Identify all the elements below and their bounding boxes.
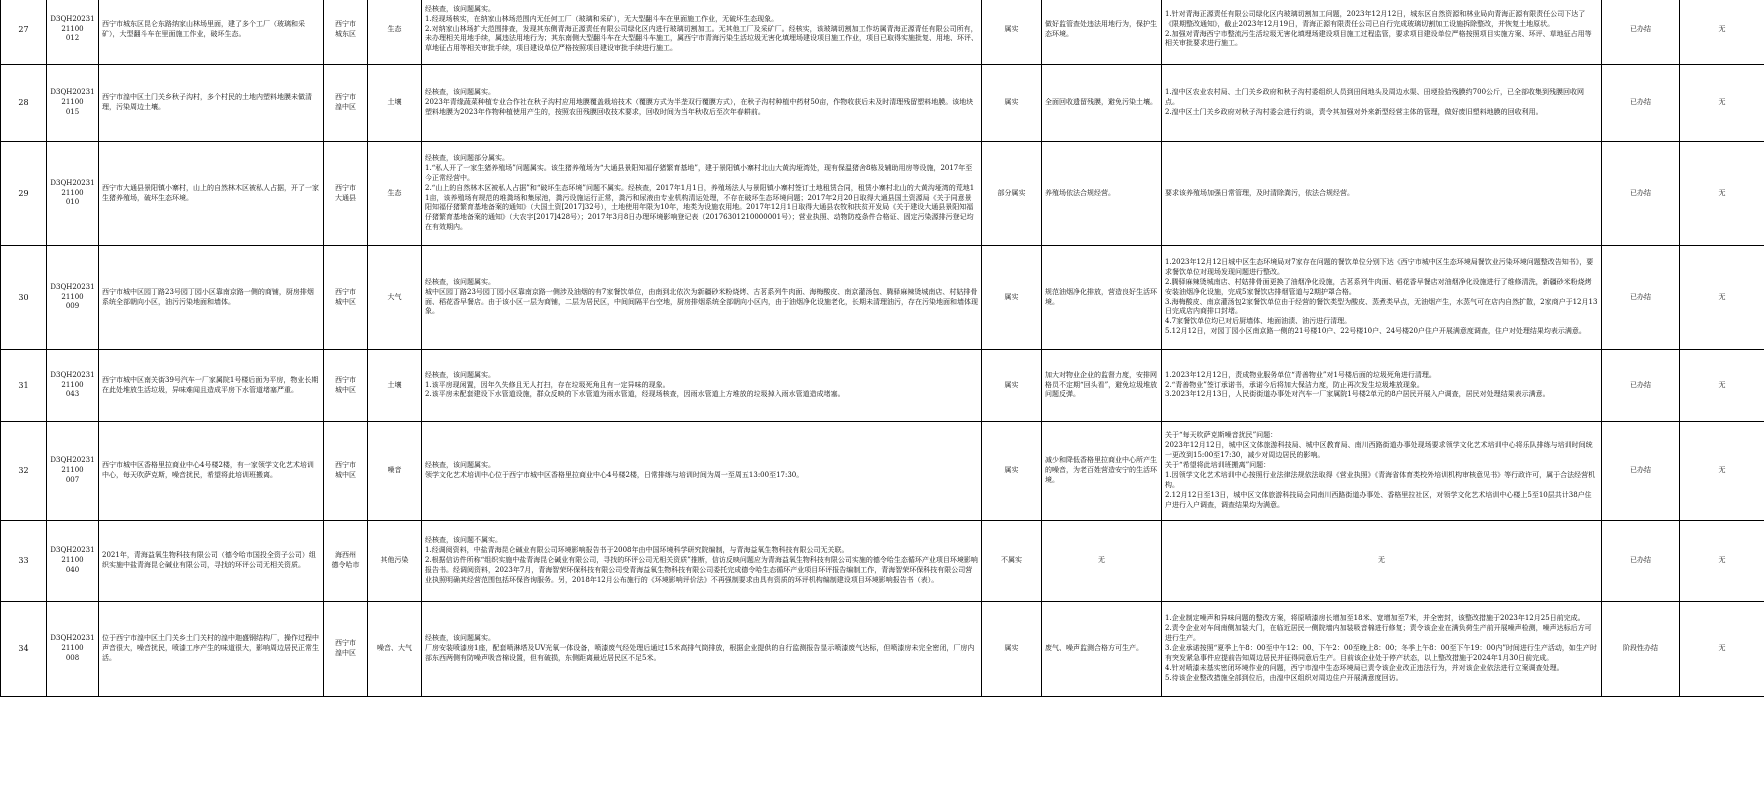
cell-verdict-line: 属实 (1004, 380, 1019, 389)
table-row (1, 602, 1764, 697)
cell-complaint-description-line: 西宁市城中区南关街39号汽车一厂家属院1号楼后面为平房，物业长期在此处堆放生活垃圾，异味难闻且造成平房下水管道堵塞严重。 (102, 375, 319, 394)
cell-accountability-line: 无 (1718, 292, 1726, 301)
cell-rectification-measures-line: 2.加强对青海西宁市整流污生活垃圾无害化填埋场建设项目施工过程监管，要求项目建设单位严格按照项目实施方案、环评、草地征占用等相关审批要求进行施工。 (1165, 29, 1592, 48)
cell-investigation-finding-line: 经核查，该问题不属实。 (425, 536, 502, 545)
cell-rectification-measures (1162, 602, 1602, 697)
cell-rectification-measures-line: 1.2023年12月12日，责成物业服务单位“青善物业”对1号楼后面的垃圾死角进行清理。 (1165, 370, 1436, 379)
cell-district-line: 城中区 (335, 385, 356, 394)
cell-serial-number-line: 29 (18, 188, 29, 198)
cell-investigation-finding-line: 经核查，该问题属实。 (425, 277, 495, 286)
cell-verdict (982, 0, 1042, 65)
cell-rectification-measures-line: 1.针对青海正源责任有限公司绿化区内玻璃切割加工问题，2023年12月12日，城东区自然资源和林业局向青海正源有限责任公司下达了《限期整改通知》，截止2023年12月19日，青海正源有限责任公司已自行完成玻璃切割加工设施拆除整改，并恢复土地原状。 (1165, 9, 1586, 28)
cell-pollution-type-line: 其他污染 (380, 556, 409, 565)
cell-investigation-finding-line: 经核查，该问题属实。 (425, 634, 495, 643)
cell-serial-number-line: 34 (18, 644, 29, 654)
cell-verdict (982, 350, 1042, 422)
cell-rectification-measures (1162, 246, 1602, 350)
cell-case-code-line: 009 (65, 302, 80, 311)
cell-pollution-type-line: 土壤 (387, 98, 402, 107)
cell-rectification-measures-line: 2.12月12日至13日，城中区文体旅游科技局会同南川西路街道办事处、香格里拉社区，对领学文化艺术培训中心楼上5至10层共计38户住户进行入户调查，调查结果均为满意。 (1165, 490, 1592, 509)
cell-district (324, 0, 368, 65)
cell-investigation-finding (422, 0, 982, 65)
cell-complaint-description-line: 西宁市湟中区土门关乡秋子沟村，多个村民的土地内塑料地膜未做清理，污染周边土壤。 (102, 93, 312, 111)
cell-investigation-finding-line: 2.该平房未配套建设下水管道设施，群众反映的下水管道为雨水管道，经现场核查，因雨水管道上方堆放的垃圾掉入雨水管道造成堵塞。 (425, 390, 845, 399)
cell-accountability-line: 无 (1718, 556, 1726, 565)
cell-verdict (982, 65, 1042, 142)
cell-rectification-goal-line: 做好监管查处违法用地行为，保护生态环境。 (1045, 19, 1157, 38)
cell-district-line: 大通县 (335, 193, 356, 202)
cell-complaint-description (99, 422, 324, 521)
cell-rectification-measures-line: 5.12月12日，对园丁园小区南京路一侧的21号楼10户、22号楼10户、24号楼20户住户开展满意度调查，住户对处理结果均表示满意。 (1165, 327, 1586, 336)
cell-rectification-goal-line: 减少和降低香格里拉商业中心所产生的噪音，为老百姓营造安宁的生活环境。 (1045, 456, 1157, 484)
cell-case-code (47, 521, 99, 602)
cell-status (1602, 521, 1680, 602)
cell-status (1602, 65, 1680, 142)
cell-verdict (982, 521, 1042, 602)
cell-verdict-line: 不属实 (1001, 556, 1022, 565)
cell-rectification-measures-line: 5.待该企业整改措施全部到位后，由湟中区组织对周边住户开展满意度回访。 (1165, 673, 1403, 682)
cell-rectification-measures-line: 无 (1378, 556, 1385, 565)
cell-status-line: 已办结 (1630, 380, 1651, 389)
cell-complaint-description (99, 521, 324, 602)
cell-investigation-finding-line: 厂房安装喷漆房1座，配套喷淋塔及UV光氧一体设备，喷漆废气经处理后通过15米高排气筒排放，根据企业提供的自行监测报告显示喷漆废气达标，但喷漆房未完全密闭，厂房内部东西两侧有防噪声吸音棉设置，但有破损，东侧距离最近居民区不足5米。 (425, 644, 975, 662)
table-row (1, 0, 1764, 65)
cell-case-code-line: D3QH2023121100 (50, 546, 95, 565)
cell-accountability-line: 无 (1718, 644, 1726, 653)
cell-rectification-measures-line: 关于“每天吹萨克斯噪音扰民”问题： (1165, 431, 1278, 440)
cell-accountability-line: 无 (1718, 380, 1726, 389)
cell-verdict-line: 部分属实 (997, 188, 1026, 197)
cell-rectification-goal (1042, 246, 1162, 350)
cell-investigation-finding-line: 领学文化艺术培训中心位于西宁市城中区香格里拉商业中心4号楼2楼，日常排练与培训时间为周一至周五13:00至17:30。 (425, 471, 804, 479)
cell-rectification-measures-line: 2023年12月12日，城中区文体旅游科技局、城中区教育局、南川西路街道办事处现场要求领学文化艺术培训中心将乐队排练与培训时间统一更改到15:00至17:30，减少对周边居民的影响。 (1165, 441, 1593, 460)
cell-verdict-line: 属实 (1004, 24, 1019, 33)
cell-investigation-finding (422, 142, 982, 246)
cell-case-code-line: 040 (65, 565, 80, 574)
cell-case-code-line: D3QH2023121100 (50, 282, 95, 301)
cell-rectification-goal (1042, 65, 1162, 142)
cell-status (1602, 246, 1680, 350)
cell-case-code-line: D3QH2023121100 (50, 14, 95, 33)
cell-accountability (1680, 602, 1764, 697)
cell-serial-number (1, 422, 47, 521)
cell-status (1602, 602, 1680, 697)
cell-serial-number (1, 521, 47, 602)
cell-rectification-measures (1162, 142, 1602, 246)
cell-investigation-finding (422, 350, 982, 422)
cell-serial-number-line: 31 (18, 380, 29, 390)
cell-rectification-goal (1042, 142, 1162, 246)
cell-district-line: 西宁市 (335, 639, 356, 648)
cell-pollution-type (368, 65, 422, 142)
cell-pollution-type-line: 噪音 (387, 466, 402, 475)
cell-investigation-finding (422, 65, 982, 142)
cell-pollution-type (368, 350, 422, 422)
cell-rectification-measures-line: 1.2023年12月12日城中区生态环境局对7家存在问题的餐饮单位分别下达《西宁市城中区生态环境局餐饮业污染环境问题整改告知书》，要求餐饮单位对现场发现问题进行整改。 (1165, 257, 1594, 276)
cell-investigation-finding-line: 经核查，该问题属实。 (425, 370, 495, 379)
cell-accountability-line: 无 (1718, 24, 1726, 33)
cell-serial-number-line: 33 (18, 556, 29, 566)
cell-pollution-type (368, 521, 422, 602)
cell-status-line: 已办结 (1630, 292, 1651, 301)
cell-accountability (1680, 142, 1764, 246)
cell-pollution-type (368, 0, 422, 65)
cell-district-line: 湟中区 (335, 649, 356, 657)
cell-pollution-type-line: 大气 (387, 292, 402, 301)
cell-complaint-description (99, 65, 324, 142)
cell-case-code-line: 007 (65, 475, 80, 484)
cell-complaint-description (99, 350, 324, 422)
cell-accountability-line: 无 (1718, 98, 1726, 107)
cell-verdict (982, 422, 1042, 521)
cell-status-line: 已办结 (1630, 466, 1651, 475)
table-row (1, 521, 1764, 602)
cell-verdict (982, 246, 1042, 350)
cell-rectification-measures-line: 关于“希望将此培训班搬离”问题： (1165, 461, 1271, 470)
cell-pollution-type-line: 生态 (387, 24, 402, 33)
cell-complaint-description-line: 西宁市城中区香格里拉商业中心4号楼2楼，有一家领学文化艺术培训中心，每天吹萨克斯，噪音扰民，希望将此培训班搬离。 (102, 461, 314, 479)
cell-pollution-type (368, 246, 422, 350)
cell-investigation-finding-line: 2.“山上的自然林木区被私人占据”和“破坏生态环境”问题不属实。经核查，2017年1月1日，养殖场法人与景阳镇小寨村签订土地租赁合同，租赁小寨村北山的大黄沟垭湾的荒地11亩，该养殖场有规范的堆粪场和集尿池，粪污设施运行正常，粪污和尿液由专业机构清运处理，不存在破坏生态环境问题；2017年2月20日取得大通县国土资源局《关于同意景阳知福仔猪繁育基地备案的通知》（大国土资[2017]32号），土地使用年限为10年，地类为设施农用地。2017年12月1日取得大通县农牧和扶贫开发局《关于建设大通县景阳知福仔猪繁育基地备案的通知》（大农字[2017]428号）；2017年3月8日办理环境影响登记表（20176301210000001号）；营业执照、动物防疫条件合格证、固定污染源排污登记均在有效期内。 (425, 183, 975, 232)
cell-rectification-goal-line: 全面回收遗留残膜，避免污染土壤。 (1045, 98, 1157, 107)
cell-district-line: 德令哈市 (331, 561, 360, 569)
cell-complaint-description (99, 142, 324, 246)
cell-investigation-finding-line: 经核查，该问题属实。 (425, 88, 495, 97)
cell-district-line: 城中区 (335, 297, 356, 306)
cell-rectification-measures-line: 3.海梅酸皮、南京灌汤包2家餐饮单位由于经营的餐饮类型为酸皮、蒸煮类早点，无油烟产生，水蒸气可在店内自然扩散，2家商户于12月13日完成店内商排口封堵。 (1165, 297, 1598, 316)
cell-rectification-measures-line: 2.责令企业对车间南侧加装大门，在临近居民一侧院墙内加装吸音棉进行修复；责令该企业在满负荷生产前开展噪声检测，噪声达标后方可进行生产。 (1165, 624, 1592, 643)
cell-accountability (1680, 422, 1764, 521)
cell-serial-number-line: 27 (18, 24, 29, 34)
cell-investigation-finding (422, 602, 982, 697)
cell-case-code (47, 142, 99, 246)
cell-investigation-finding (422, 422, 982, 521)
cell-accountability-line: 无 (1718, 466, 1726, 475)
cell-rectification-measures-line: 1.湟中区农业农村局、土门关乡政府和秋子沟村委组织人员到田间地头及周边水渠、田埂捡拾残膜约700公斤，已全部收集到残膜回收网点。 (1165, 88, 1585, 107)
cell-district-line: 西宁市 (335, 375, 356, 384)
cell-rectification-measures-line: 1.因领学文化艺术培训中心按照行业法律法规依法取得《营业执照》《青海省体育类校外培训机构审核意见书》等行政许可，属于合法经营机构。 (1165, 471, 1596, 489)
cell-rectification-measures-line: 2.腾驿麻辣烫城南店、村姑排骨面更换了油烟净化设施，古茗系列牛肉面、稻花香早餐店对油烟净化设施进行了维修清洗，新疆砂米粉烧烤安装油烟净化设施，完成5家餐饮店排烟管道与2期护罩合格。 (1165, 277, 1592, 296)
cell-complaint-description-line: 2021年，青海益氧生物科技有限公司（德令哈市国投全资子公司）组织实施中盐青海昆仑碱业有限公司，寻找的环评公司无相关资质。 (102, 551, 316, 569)
cell-status-line: 已办结 (1630, 24, 1651, 33)
cell-rectification-measures (1162, 350, 1602, 422)
cell-rectification-measures-line: 2.湟中区土门关乡政府对秋子沟村委会进行约谈，责令其加强对外来新型经营主体的管理，做好废旧塑料地膜的回收利用。 (1165, 107, 1543, 116)
cell-investigation-finding-line: 2.根据信访件所称“组织实施中盐青海昆仑碱业有限公司，寻找的环评公司无相关资质”推断，信访反映问题应为青海益氧生物科技有限公司实施的德令哈生态循环产业项目环境影响报告书。经调阅资料，2023年7月，青海智荣环保科技有限公司受青海益氧生物科技有限公司委托完成德令哈生态循环产业项目环评报告编制工作，青海智荣环保科技有限公司营业执照明确其经营范围包括环保咨询服务。另，2018年12月公布施行的《环境影响评价法》不再强制要求由具有资质的环评机构编制建设项目环境影响报告书（表）。 (425, 556, 978, 584)
cell-verdict-line: 属实 (1004, 466, 1019, 475)
cell-rectification-measures (1162, 422, 1602, 521)
cell-district-line: 海西州 (335, 551, 356, 560)
cell-investigation-finding-line: 1.经现场核实，在纳家山林场范围内无任何工厂（玻璃和采矿），无大型翻斗车在里面施工作业，无破坏生态现象。 (425, 14, 779, 23)
cell-serial-number (1, 350, 47, 422)
cell-verdict-line: 属实 (1004, 644, 1019, 653)
cell-investigation-finding-line: 经核查，该问题属实。 (425, 461, 495, 470)
cell-complaint-description (99, 602, 324, 697)
cell-case-code-line: 010 (65, 198, 80, 207)
cell-case-code-line: D3QH2023121100 (50, 456, 95, 475)
cell-complaint-description-line: 西宁市城中区园丁路23号园丁园小区靠南京路一侧的商铺，厨房排烟系统全部朝向小区，油污污染地面和墙体。 (102, 287, 314, 306)
table-row (1, 422, 1764, 521)
cell-accountability (1680, 521, 1764, 602)
cell-investigation-finding-line: 1.经调阅资料，中盐青海昆仑碱业有限公司环境影响报告书于2008年由中国环境科学研究院编制，与青海益氧生物科技有限公司无关联。 (425, 546, 849, 555)
cell-case-code (47, 246, 99, 350)
cell-serial-number-line: 32 (18, 466, 29, 476)
cell-rectification-measures-line: 2.“青善物业”签订承诺书，承诺今后将加大保洁力度，防止再次发生垃圾堆放现象。 (1165, 380, 1424, 389)
cell-rectification-measures (1162, 0, 1602, 65)
cell-accountability (1680, 0, 1764, 65)
cell-investigation-finding (422, 246, 982, 350)
cell-rectification-goal (1042, 422, 1162, 521)
cell-complaint-description-line: 位于西宁市湟中区土门关乡土门关村的湟中迦盛钢结构厂，操作过程中声音很大，噪音扰民，喷漆工序产生的味道很大，影响周边居民正常生活。 (102, 634, 319, 662)
cell-rectification-measures (1162, 521, 1602, 602)
cell-rectification-measures-line: 4.针对喷漆未基实密闭环境作业的问题，西宁市湟中生态环境局已责令该企业改正违法行为，并对该企业依法进行立案调查处理。 (1165, 663, 1564, 672)
table-row (1, 65, 1764, 142)
cell-rectification-goal-line: 加大对物业企业的监督力度，安排网格员不定期“回头看”，避免垃圾堆放问题反弹。 (1045, 370, 1158, 399)
cell-pollution-type-line: 生态 (387, 188, 402, 197)
cell-district-line: 西宁市 (335, 461, 356, 470)
cell-investigation-finding-line: 经核查，该问题属实。 (425, 4, 495, 13)
cell-investigation-finding (422, 521, 982, 602)
cell-rectification-goal (1042, 521, 1162, 602)
cell-district (324, 246, 368, 350)
cell-pollution-type (368, 602, 422, 697)
cell-rectification-goal-line: 养殖场依法合规经营。 (1045, 188, 1115, 197)
cell-rectification-measures-line: 1.企业制定噪声和异味问题的整改方案，将原喷漆房长增加至18米、宽增加至7米，并全密封，该整改措施于2023年12月25日前完成。 (1165, 614, 1585, 623)
cell-serial-number (1, 142, 47, 246)
cell-verdict-line: 属实 (1004, 292, 1019, 301)
cell-district (324, 521, 368, 602)
cell-investigation-finding-line: 2023年青缘蔬菜种植专业合作社在秋子沟村应用地膜覆盖栽培技术（覆膜方式为半垄双行覆膜方式），在秋子沟村种植中药材50亩，作物收获后未及时清理残留塑料地膜。该地块塑料地膜为2023年作物种植使用产生的，按照农田残膜回收技术要求，回收时间为当年秋收后至次年春耕前。 (425, 98, 974, 116)
cell-serial-number (1, 602, 47, 697)
cell-district-line: 城中区 (335, 471, 356, 479)
table-row (1, 350, 1764, 422)
cell-investigation-finding-line: 2.对纳家山林场扩大范围排查，发现其东侧青海正源责任有限公司绿化区内进行玻璃切割加工。无其他工厂及采矿厂。经核实，该玻璃切割加工作坊属青海正源青任有限公司所有，未办理相关用地手续，属违法用地行为；其东南侧大型翻斗车在大型翻斗车施工，属西宁市青海污染生活垃圾无害化填埋场建设项目施工作业，项目已取得实施批复、用地、环评、草地征占用等相关审批手续，项目建设单位严格按照项目建设审批手续进行施工。 (425, 24, 978, 53)
cell-case-code-line: D3QH2023121100 (50, 88, 95, 107)
cell-case-code (47, 0, 99, 65)
cell-verdict-line: 属实 (1004, 98, 1019, 107)
cell-rectification-goal-line: 废气、噪声监测合格方可生产。 (1045, 644, 1143, 653)
cell-serial-number-line: 28 (18, 98, 29, 108)
cell-verdict (982, 602, 1042, 697)
cell-case-code-line: 043 (65, 390, 80, 399)
cell-investigation-finding-line: 1.该平房现闲置，因年久失修且无人打扫，存在垃圾死角且有一定异味的现象。 (425, 380, 670, 389)
cell-rectification-goal (1042, 602, 1162, 697)
cell-case-code-line: 015 (65, 107, 80, 116)
cell-status (1602, 142, 1680, 246)
cell-case-code-line: D3QH2023121100 (50, 370, 95, 389)
cell-complaint-description-line: 西宁市城东区昆仑东路纳家山林场里面，建了多个工厂（玻璃和采矿），大型翻斗车在里面施工作业，破坏生态。 (102, 19, 305, 38)
cell-rectification-measures-line: 4.7家餐饮单位均已对后厨墙体、地面油渍、油污进行清理。 (1165, 317, 1352, 326)
cell-accountability-line: 无 (1718, 188, 1726, 197)
cell-status (1602, 422, 1680, 521)
cell-district (324, 350, 368, 422)
cell-complaint-description-line: 西宁市大通县景阳镇小寨村，山上的自然林木区被私人占据，开了一家生猪养殖场，破坏生态环境。 (102, 183, 319, 202)
cell-investigation-finding-line: 城中区园丁路23号园丁园小区靠南京路一侧涉及油烟的有7家餐饮单位，由南到北依次为新疆砂米粉烧烤、古茗系列牛肉面、海梅酸皮、南京灌汤包、腾驿麻辣烫城南店、村姑排骨面、稻花香早餐店。由于该小区一层为商铺，二层为居民区，中间间隔平台空地，厨房排烟系统全部朝向小区内，由于油烟净化设施老化，长期未清理油污，存在污染地面和墙体现象。 (425, 287, 978, 316)
cell-case-code (47, 65, 99, 142)
cell-district-line: 城东区 (335, 29, 356, 38)
cell-serial-number-line: 30 (18, 292, 29, 302)
cell-case-code (47, 602, 99, 697)
cell-investigation-finding-line: 经核查，该问题部分属实。 (425, 153, 509, 162)
cell-district-line: 湟中区 (335, 103, 356, 111)
cell-accountability (1680, 246, 1764, 350)
cell-rectification-goal (1042, 350, 1162, 422)
table-row (1, 142, 1764, 246)
cell-investigation-finding-line: 1.“私人开了一家生猪养殖场”问题属实。该生猪养殖场为“大通县景阳知福仔猪繁育基地”，建于景阳镇小寨村北山大黄沟垭湾处，现有保温猪舍8栋及辅助用房等设施，2017年至今正常经营中。 (425, 163, 973, 182)
cell-accountability (1680, 65, 1764, 142)
cell-case-code-line: 008 (65, 653, 80, 662)
cell-pollution-type (368, 422, 422, 521)
cell-district-line: 西宁市 (335, 93, 356, 102)
cell-verdict (982, 142, 1042, 246)
cell-rectification-goal-line: 规范油烟净化排放，营造良好生活环境。 (1045, 287, 1157, 306)
cell-accountability (1680, 350, 1764, 422)
cell-status (1602, 350, 1680, 422)
cell-district-line: 西宁市 (335, 183, 356, 192)
cell-district-line: 西宁市 (335, 19, 356, 28)
cell-district (324, 142, 368, 246)
cell-case-code (47, 422, 99, 521)
cell-district (324, 602, 368, 697)
table-body (1, 0, 1764, 697)
cell-case-code (47, 350, 99, 422)
cell-status-line: 阶段性办结 (1623, 644, 1658, 653)
table-row (1, 246, 1764, 350)
cell-case-code-line: D3QH2023121100 (50, 178, 95, 197)
cell-status-line: 已办结 (1630, 188, 1651, 197)
cell-serial-number (1, 0, 47, 65)
cell-status (1602, 0, 1680, 65)
cell-pollution-type-line: 噪音、大气 (377, 644, 412, 653)
cell-rectification-goal (1042, 0, 1162, 65)
cell-case-code-line: D3QH2023121100 (50, 634, 95, 653)
cell-status-line: 已办结 (1630, 556, 1651, 565)
cell-district (324, 422, 368, 521)
cell-pollution-type (368, 142, 422, 246)
cell-complaint-description (99, 0, 324, 65)
cell-rectification-goal-line: 无 (1098, 556, 1105, 565)
cell-rectification-measures-line: 3.企业承诺按照“夏季上午8：00至中午12：00、下午2：00至晚上8：00；冬季上午8：00至下午19：00内”时间进行生产活动，如生产时有突发紧急事件应提前告知周边居民并征得同意后生产。目前该企业处于停产状态，以上整改措施于2024年1月30日前完成。 (1165, 644, 1597, 662)
cell-pollution-type-line: 土壤 (387, 380, 402, 389)
cell-district (324, 65, 368, 142)
cell-rectification-measures-line: 3.2023年12月13日，人民街街道办事处对汽车一厂家属院1号楼2单元的8户居民开展入户调查，居民对处理结果表示满意。 (1165, 390, 1550, 399)
cell-complaint-description (99, 246, 324, 350)
cell-serial-number (1, 65, 47, 142)
cell-rectification-measures (1162, 65, 1602, 142)
cell-rectification-measures-line: 要求该养殖场加强日常管理，及时清除粪污，依法合规经营。 (1165, 188, 1354, 197)
cell-case-code-line: 012 (65, 34, 80, 43)
cell-district-line: 西宁市 (335, 287, 356, 296)
cell-status-line: 已办结 (1630, 98, 1651, 107)
cell-serial-number (1, 246, 47, 350)
